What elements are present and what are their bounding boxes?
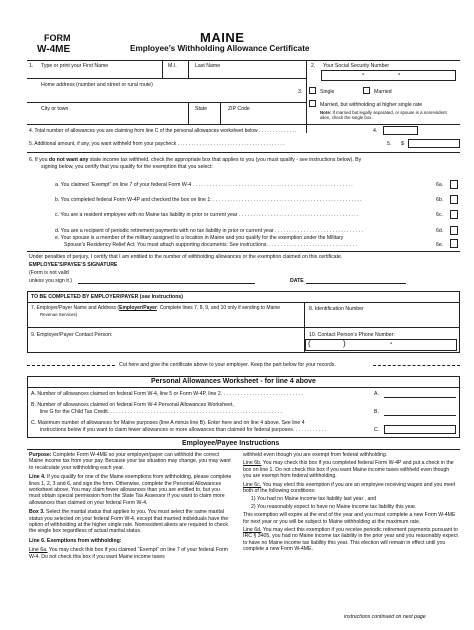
instruction-line6c-lead: Line 6c. bbox=[243, 481, 262, 488]
instruction-6a-cont-text: withheld even though you are exempt from federal withholding. bbox=[243, 452, 388, 458]
unless-sign-note: unless you sign it.) bbox=[29, 278, 72, 284]
phone-paren-open: ( bbox=[308, 339, 311, 348]
line2-number: 2. bbox=[311, 63, 316, 69]
instruction-line6d-text: You may elect this exemption if you receive periodic retirement payments pursuant to IRC § 3405, you had no Maine income tax liability in the prior year and you reasonably expect to have no Maine income tax liability this year. This election will remain in effect until you complete a new Form W-4ME. bbox=[243, 527, 458, 553]
line6-bottom-rule bbox=[27, 251, 460, 252]
city-label: City or town bbox=[41, 106, 69, 112]
line6d-code: 6d. bbox=[436, 228, 444, 234]
line8-label: 8. Identification Number bbox=[309, 306, 364, 312]
instruction-box3-lead: Box 3. bbox=[29, 509, 45, 516]
worksheet-line-c-2: instructions below if you want to claim fewer allowances or more allowances than claimed for federal purposes. . . . . . . . . . . . bbox=[40, 427, 327, 433]
instruction-line6a-lead: Line 6a. bbox=[29, 547, 48, 554]
line6-intro-c: state income tax withheld, check the appropriate box that applies to you (you must qualify - see instructions below). By bbox=[88, 157, 362, 163]
line6c-code: 6c. bbox=[436, 212, 443, 218]
instruction-line6c-1 bbox=[243, 496, 458, 502]
instruction-line6c-1-text: 1) You had no Maine income tax liability last year , and bbox=[251, 496, 377, 503]
worksheet-title: Personal Allowances Worksheet - for line 4 above bbox=[151, 378, 316, 385]
instructions-right-column bbox=[243, 452, 458, 612]
cut-line-text: Cut here and give the certificate above to your employer. Keep the part below for your records. bbox=[119, 362, 336, 368]
instruction-purpose-text: Complete Form W-4ME so your employer/payer can withhold the correct Maine income tax from your pay. Because your tax situation may change, you may want to recalculate your withholding each year. bbox=[29, 452, 231, 471]
perjury-statement: Under penalties of perjury, I certify that I am entitled to the number of withholding allowances or the exemption claimed on this certificate. bbox=[29, 254, 343, 260]
line6-intro-a: 6. If you bbox=[29, 157, 49, 163]
line6e-checkbox[interactable] bbox=[450, 239, 458, 248]
line6-intro bbox=[29, 157, 361, 163]
ssn-input[interactable] bbox=[321, 70, 456, 81]
phone-dash: - bbox=[390, 340, 393, 347]
signature-label: EMPLOYEE’S/PAYEE’S SIGNATURE bbox=[29, 262, 118, 268]
note-body: If married but legally separated, or spouse is a nonresident bbox=[331, 110, 447, 115]
line6-intro-2: signing below, you certify that you qualify for the exemption that you select: bbox=[41, 164, 213, 170]
line6a-checkbox[interactable] bbox=[450, 180, 458, 189]
instruction-purpose bbox=[29, 452, 232, 471]
state-label: State bbox=[195, 106, 208, 112]
employer-header-rule bbox=[27, 302, 460, 303]
instruction-line6a-text: You may check this box if you claimed “Exempt” on line 7 of your federal Form W-4. Do not check this box if you want Maine income taxes bbox=[29, 547, 228, 560]
line4-text: 4. Total number of allowances you are claiming from line C of the personal allowances worksheet below . . . . . . . . . . . . . . bbox=[29, 128, 297, 134]
line6b-text: b. You completed federal Form W-4P and checked the box on line 1: . . . . . . . . . . . . . . . . . . . . . . . . . . . . . . . . . . . . . . . . . . . . . . . . . . . . bbox=[55, 197, 362, 203]
form-label: FORM bbox=[44, 33, 71, 43]
married-higher-checkbox[interactable] bbox=[309, 100, 316, 107]
cut-line-left bbox=[27, 365, 115, 366]
worksheet-b-code: B. bbox=[374, 409, 379, 415]
header-rule bbox=[27, 60, 460, 61]
date-label: DATE bbox=[290, 278, 304, 284]
instruction-box3-text: Select the marital status that applies to you. You must select the same marital status you selected on your federal Form W-4, except that married individuals have the option of withholding at the higher single rate. Nonresident aliens are required to check the single box regardless of actual marital status. bbox=[29, 509, 229, 535]
married-checkbox[interactable] bbox=[363, 87, 370, 94]
phone-input[interactable] bbox=[305, 339, 457, 351]
instruction-line6-lead: Line 6. Exemptions from withholding: bbox=[29, 537, 122, 544]
name-divider-1 bbox=[162, 61, 163, 78]
zip-label: ZIP Code bbox=[228, 106, 250, 112]
instruction-line6b-lead: Line 6b. bbox=[243, 460, 262, 467]
worksheet-c-input[interactable] bbox=[384, 425, 456, 434]
first-name-label: Type or print your First Name bbox=[41, 63, 109, 69]
line1-number: 1. bbox=[29, 63, 34, 69]
note-bold: Note: bbox=[320, 110, 332, 115]
instruction-line6a bbox=[29, 547, 232, 560]
worksheet-line-a: A. Number of allowances claimed on federal Form W-4, line 5 or Form W-4P, line 2. . . . . . . . . . . . . . . . . . . . . . . . . . . . . bbox=[31, 391, 303, 397]
worksheet-c-code: C. bbox=[374, 427, 380, 433]
line6c-checkbox[interactable] bbox=[450, 210, 458, 219]
instruction-line6-heading bbox=[29, 538, 232, 544]
name-divider-2 bbox=[188, 61, 189, 78]
worksheet-b-input[interactable] bbox=[384, 408, 456, 416]
line6-intro-b: do not want any bbox=[48, 157, 89, 163]
worksheet-a-code: A. bbox=[374, 391, 379, 397]
line4-input[interactable] bbox=[383, 126, 418, 135]
employer-header-end: Instructions) bbox=[150, 294, 184, 300]
line6e-code: 6e. bbox=[436, 242, 444, 248]
employer-header-a: TO BE COMPLETED BY EMPLOYER/PAYER ( bbox=[31, 294, 142, 300]
line3-number: 3. bbox=[298, 89, 303, 95]
instruction-line6d-lead: Line 6d. bbox=[243, 527, 262, 534]
line6e-text: e. Your spouse is a member of the military assigned to a location in Maine and you qualify for the exemption under the Military bbox=[55, 235, 344, 241]
instruction-line6c-expire bbox=[243, 512, 458, 525]
name-row-rule bbox=[27, 78, 306, 79]
instruction-line6c-2 bbox=[243, 504, 458, 510]
line5-bottom-rule bbox=[27, 152, 460, 153]
instruction-box3 bbox=[29, 509, 232, 535]
home-address-label: Home address (number and street or rural route) bbox=[41, 82, 153, 88]
instructions-title: Employee/Payee Instructions bbox=[182, 440, 280, 447]
line2-divider bbox=[306, 61, 307, 133]
line6d-text: d. You are a recipient of periodic retirement payments with no tax liability in prior or current year . . . . . . . . . . . . . . . . . . . . . . . . . . . . . . . bbox=[55, 228, 363, 234]
line6a-text: a. You claimed “Exempt” on line 7 of your federal Form W-4 . . . . . . . . . . . . . . . . . . . . . . . . . . . . . . . . . . . . . . . . . . . . . . . . . . . . . . . . bbox=[55, 182, 353, 188]
line4-code: 4. bbox=[373, 128, 378, 134]
date-box[interactable] bbox=[306, 272, 406, 284]
instruction-line6c-2-text: 2) You reasonably expect to have no Maine income tax liability this year. bbox=[251, 503, 417, 510]
ssn-label: Your Social Security Number bbox=[323, 63, 390, 69]
single-label: Single bbox=[320, 89, 335, 95]
cut-line-right bbox=[373, 365, 460, 366]
continued-note: instructions continued on next page bbox=[344, 614, 426, 620]
single-checkbox[interactable] bbox=[309, 87, 316, 94]
line6b-checkbox[interactable] bbox=[450, 195, 458, 204]
line10-label: 10. Contact Person’s Phone Number: bbox=[309, 332, 395, 338]
employer-mid-rule bbox=[27, 327, 460, 328]
instructions-left-column bbox=[29, 452, 232, 620]
instruction-line6d bbox=[243, 527, 458, 553]
worksheet-a-input[interactable] bbox=[384, 390, 456, 398]
instructions-title-rule bbox=[27, 449, 460, 450]
instruction-expire-text: This exemption will expire at the end of the year and you must complete a new Form W-4ME for next year or you will be subject to Maine withholding at the maximum rate. bbox=[243, 512, 456, 525]
line9-label: 9. Employer/Payer Contact Person: bbox=[31, 332, 113, 338]
line6d-checkbox[interactable] bbox=[450, 226, 458, 235]
line3-bottom-rule bbox=[27, 124, 460, 125]
line5-input[interactable] bbox=[408, 139, 460, 148]
instruction-line6b-text: You may check this box if you completed federal Form W-4P and put a check in the box on line 1. Do not check this box if you want Maine income taxes withheld even though you are exempt from federal withholding. bbox=[243, 460, 454, 480]
address-row-rule bbox=[27, 102, 306, 103]
ssn-dash-2: - bbox=[398, 71, 401, 78]
instruction-line4-text: If you qualify for one of the Maine exemptions from withholding, please complete lines 1, 2, 3 and 6, and sign the form. Otherwise, complete the Personal Allowances worksheet above. You may claim fewer allowances than you are entitled to, but you must obtain special permission from the State Tax Assessor if you want to claim more allowances than claimed on your federal Form W-4. bbox=[29, 474, 232, 506]
note-text-2: alien, check the single box. bbox=[320, 115, 373, 120]
line6a-code: 6a. bbox=[436, 182, 444, 188]
line5-text: 5. Additional amount, if any, you want withheld from your paycheck . . . . . . . . . . . . . . . . . . . . . . . . . . . . . . . . . . . . . . . bbox=[29, 141, 285, 147]
instruction-6a-cont bbox=[243, 452, 458, 458]
mi-label: M.I. bbox=[168, 63, 177, 69]
line5-code: 5. bbox=[387, 141, 392, 147]
employer-section-header bbox=[31, 294, 183, 300]
married-label: Married bbox=[374, 89, 392, 95]
worksheet-line-c: C. Maximum number of allowances for Maine purposes (line A minus line B). Enter here and on line 4 above. See line 4 bbox=[31, 420, 305, 426]
instruction-line6c-text: You may elect this exemption if you are an employee receiving wages and you meet both of the following conditions: bbox=[243, 481, 456, 495]
employer-header-see: see bbox=[141, 294, 151, 300]
state-divider bbox=[220, 102, 221, 124]
line6e-text-2: Spouse’s Residency Relief Act. You must attach supporting documents. See instructions. . . . . . . . . . . . . . . . . . . . . . . . . . . . . . . . bbox=[64, 242, 358, 248]
line7-label bbox=[31, 306, 280, 311]
line6b-code: 6b. bbox=[436, 197, 444, 203]
city-divider bbox=[188, 102, 189, 124]
instruction-line4-lead: Line 4. bbox=[29, 474, 46, 481]
instruction-line6b bbox=[243, 460, 458, 479]
line6c-text: c. You are a resident employee with no Maine tax liability in prior or current year . . . . . . . . . . . . . . . . . . . . . . . . . . . . . . . . . . . . . . . . . . bbox=[55, 212, 359, 218]
ssn-dash-1: - bbox=[362, 71, 365, 78]
instruction-line6c bbox=[243, 482, 458, 495]
form-title: Employee’s Withholding Allowance Certificate bbox=[130, 44, 310, 53]
phone-paren-close: ) bbox=[343, 339, 346, 348]
married-higher-label: Married, but withholding at higher single rate bbox=[320, 102, 423, 108]
line7-label-ul: Employer/Payer bbox=[119, 305, 157, 311]
worksheet-title-rule bbox=[27, 387, 460, 388]
line7-label-2: Revenue Services) bbox=[40, 312, 78, 317]
line5-dollar: $ bbox=[401, 141, 404, 147]
worksheet-line-b-2: line G for the Child Tax Credit. . . . . . . . . . . . . . . . . . . . . . . . . . . . . . . . . . . . . . . . . . . . . . . . . . . . . . . . . . . . . bbox=[40, 409, 283, 415]
state-title: MAINE bbox=[200, 30, 245, 45]
signature-box[interactable] bbox=[78, 271, 255, 284]
line7-label-rest: : Complete lines 7, 8, 9, and 10 only if sending to Maine bbox=[156, 305, 281, 311]
line7-label-a: 7. Employer/Payer Name and Address ( bbox=[31, 305, 120, 311]
last-name-label: Last Name bbox=[195, 63, 221, 69]
instruction-purpose-lead: Purpose: bbox=[29, 452, 52, 458]
instruction-line4 bbox=[29, 474, 232, 506]
worksheet-line-b: B. Number of allowances claimed on federal Form W-4 Personal Allowances Worksheet, bbox=[31, 402, 234, 408]
not-valid-note: (Form is not valid bbox=[29, 270, 69, 276]
form-number: W-4ME bbox=[37, 44, 71, 55]
